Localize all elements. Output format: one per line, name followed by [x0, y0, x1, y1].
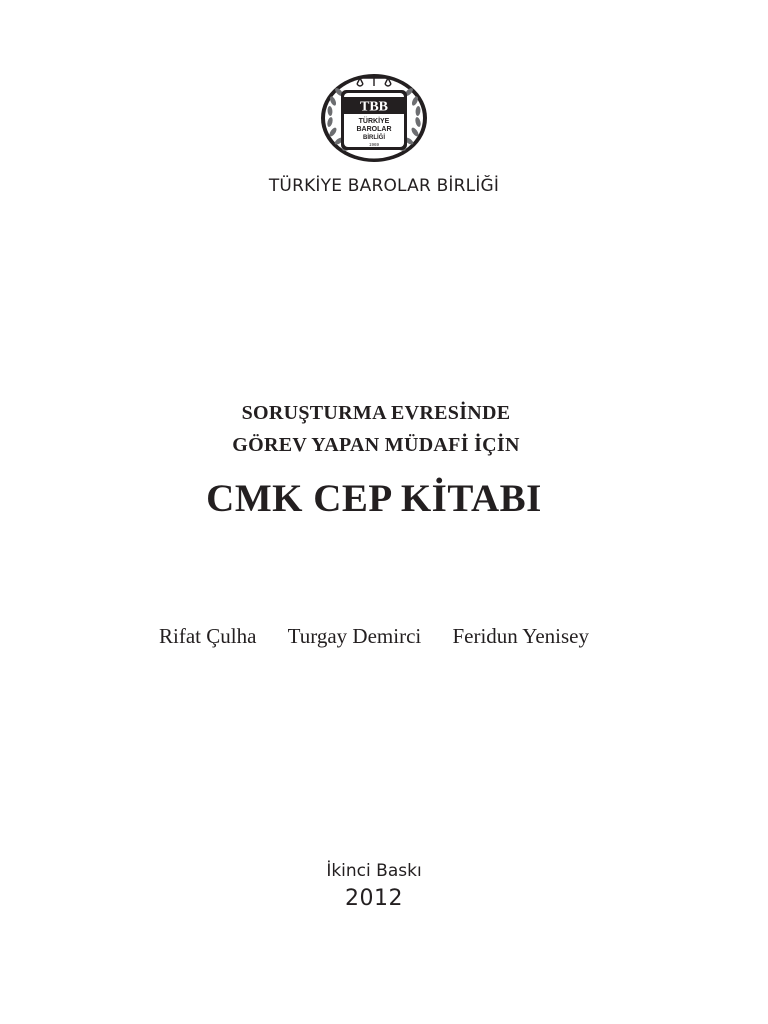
subtitle-line-2: GÖREV YAPAN MÜDAFİ İÇİN: [232, 434, 520, 456]
edition-label: İkinci Baskı: [326, 861, 422, 881]
publisher-name: TÜRKİYE BAROLAR BİRLİĞİ: [268, 176, 500, 196]
svg-text:BİRLİĞİ: BİRLİĞİ: [363, 135, 385, 141]
author-name: Turgay Demirci: [287, 624, 422, 648]
book-title: CMK CEP KİTABI: [206, 477, 542, 520]
publication-year: 2012: [345, 886, 403, 911]
subtitle-line-1: SORUŞTURMA EVRESİNDE: [241, 402, 511, 424]
svg-text:TBB: TBB: [359, 99, 389, 115]
svg-text:TÜRKİYE: TÜRKİYE: [358, 118, 390, 125]
author-name: Rifat Çulha: [159, 624, 257, 648]
tbb-logo-icon: [317, 70, 431, 166]
svg-text:BAROLAR: BAROLAR: [356, 126, 392, 133]
svg-text:1969: 1969: [368, 142, 380, 147]
author-name: Feridun Yenisey: [452, 624, 589, 648]
authors-list: [0, 624, 748, 649]
